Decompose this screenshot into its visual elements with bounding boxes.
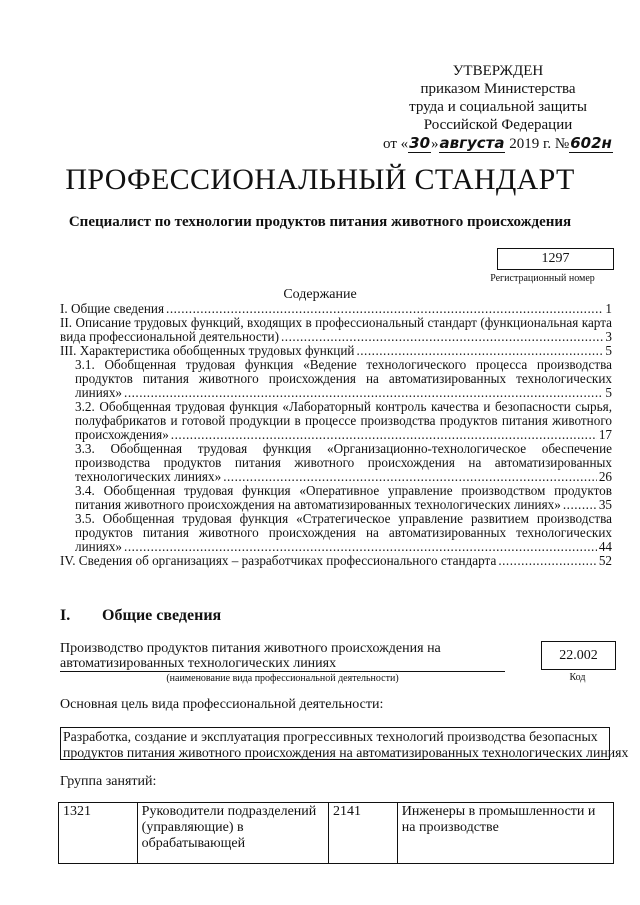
activity-caption: (наименование вида профессиональной деятельности) — [166, 673, 399, 684]
table-row — [59, 803, 614, 864]
occupation-code: 1321 — [59, 803, 138, 864]
document-subtitle: Специалист по технологии продуктов питания животного происхождения — [68, 214, 572, 230]
approval-line: приказом Министерства — [420, 81, 576, 97]
section-heading — [60, 607, 221, 625]
toc-entry-text: III. Характеристика обобщенных трудовых функций — [60, 343, 355, 358]
toc-entry — [60, 484, 612, 512]
goal-box — [60, 727, 629, 760]
toc-entry-line: 3.5. Обобщенная трудовая функция «Стратегическое управление развитием производства — [75, 511, 612, 526]
toc-entry-text: происхождения» — [75, 427, 169, 442]
toc-entry — [60, 316, 612, 344]
toc-leader-dots — [356, 344, 603, 358]
toc-entry-final-line — [60, 554, 612, 568]
table-of-contents — [60, 302, 612, 568]
activity-name — [60, 641, 505, 672]
date-mid: » — [431, 136, 439, 152]
toc-entry — [60, 512, 612, 554]
toc-entry-line: 3.4. Обобщенная трудовая функция «Оперативное управление производством продуктов — [75, 483, 612, 498]
toc-entry-line: продуктов питания животного происхождения на автоматизированных технологических — [75, 525, 612, 540]
toc-leader-dots — [223, 470, 597, 484]
goal-line: Разработка, создание и эксплуатация прогрессивных технологий производства безопасных — [63, 729, 598, 744]
registration-number-label: Регистрационный номер — [490, 273, 595, 284]
toc-entry-text: I. Общие сведения — [60, 301, 165, 316]
toc-entry-final-line — [75, 470, 612, 484]
toc-leader-dots — [498, 554, 596, 568]
toc-page-number: 52 — [598, 553, 612, 568]
toc-page-number: 44 — [598, 539, 612, 554]
toc-page-number: 17 — [598, 427, 612, 442]
toc-entry-text: питания животного происхождения на автоматизированных технологических линиях» — [75, 497, 561, 512]
toc-entry — [60, 554, 612, 568]
toc-entry-line: производства продуктов питания животного происхождения на автоматизированных — [75, 455, 612, 470]
toc-entry — [60, 358, 612, 400]
occupation-name: Инженеры в промышленности и на производстве — [397, 803, 613, 864]
toc-entry-final-line — [75, 540, 612, 554]
occupation-group-label: Группа занятий: — [60, 774, 157, 789]
toc-entry-line: продуктов питания животного происхождения на автоматизированных технологических — [75, 371, 612, 386]
occupation-name: Руководители подразделений (управляющие) в обрабатывающей — [137, 803, 328, 864]
toc-entry-line: II. Описание трудовых функций, входящих в профессиональный стандарт (функциональная карта — [60, 315, 612, 330]
approval-line: Российской Федерации — [423, 117, 573, 133]
code-caption: Код — [569, 672, 586, 683]
toc-entry-line: 3.3. Обобщенная трудовая функция «Организационно-технологическое обеспечение — [75, 441, 612, 456]
goal-label: Основная цель вида профессиональной деятельности: — [60, 697, 384, 712]
date-prefix: от « — [383, 136, 409, 152]
toc-page-number: 3 — [605, 329, 612, 344]
toc-entry — [60, 344, 612, 358]
toc-page-number: 5 — [605, 385, 612, 400]
handwritten-order-number: 602н — [570, 134, 612, 152]
activity-line: автоматизированных технологических линиях — [60, 656, 337, 671]
activity-code-box: 22.002 — [541, 641, 616, 670]
section-number: I. — [60, 607, 71, 624]
toc-leader-dots — [166, 302, 603, 316]
document-title: ПРОФЕССИОНАЛЬНЫЙ СТАНДАРТ — [65, 163, 575, 196]
toc-entry-text: вида профессиональной деятельности) — [60, 329, 279, 344]
toc-entry-final-line — [60, 302, 612, 316]
handwritten-month: августа — [439, 134, 505, 152]
toc-entry-final-line — [75, 428, 612, 442]
approval-line: УТВЕРЖДЕН — [452, 63, 544, 79]
toc-entry-line: 3.2. Обобщенная трудовая функция «Лабораторный контроль качества и безопасности сырья, — [75, 399, 612, 414]
toc-entry-final-line — [60, 330, 612, 344]
toc-entry-final-line — [60, 344, 612, 358]
toc-entry — [60, 302, 612, 316]
occupation-code: 2141 — [329, 803, 398, 864]
toc-entry — [60, 442, 612, 484]
toc-entry-text: технологических линиях» — [75, 469, 222, 484]
activity-line: Производство продуктов питания животного происхождения на — [60, 641, 441, 656]
toc-leader-dots — [124, 386, 603, 400]
toc-page-number: 1 — [605, 301, 612, 316]
toc-leader-dots — [563, 498, 597, 512]
toc-leader-dots — [281, 330, 603, 344]
toc-leader-dots — [124, 540, 597, 554]
toc-entry — [60, 400, 612, 442]
toc-entry-line: полуфабрикатов и готовой продукции в процессе производства продуктов питания животного — [75, 413, 612, 428]
toc-entry-line: 3.1. Обобщенная трудовая функция «Ведение технологического процесса производства — [75, 357, 612, 372]
toc-entry-final-line — [75, 386, 612, 400]
toc-heading: Содержание — [283, 287, 357, 302]
toc-entry-text: линиях» — [75, 539, 123, 554]
registration-number-box: 1297 — [497, 248, 614, 270]
handwritten-day: 30 — [409, 134, 431, 152]
goal-line: продуктов питания животного происхождения на автоматизированных технологических линиях — [63, 745, 629, 760]
occupation-table — [58, 802, 614, 864]
toc-page-number: 26 — [598, 469, 612, 484]
toc-entry-text: IV. Сведения об организациях – разработчиках профессионального стандарта — [60, 553, 497, 568]
date-year: 2019 г. № — [509, 136, 570, 152]
toc-page-number: 5 — [605, 343, 612, 358]
section-title: Общие сведения — [102, 607, 222, 624]
toc-leader-dots — [171, 428, 597, 442]
toc-page-number: 35 — [598, 497, 612, 512]
toc-entry-final-line — [75, 498, 612, 512]
approval-date-line — [368, 134, 628, 153]
toc-entry-text: линиях» — [75, 385, 123, 400]
approval-line: труда и социальной защиты — [409, 99, 587, 115]
approval-block — [368, 62, 628, 153]
